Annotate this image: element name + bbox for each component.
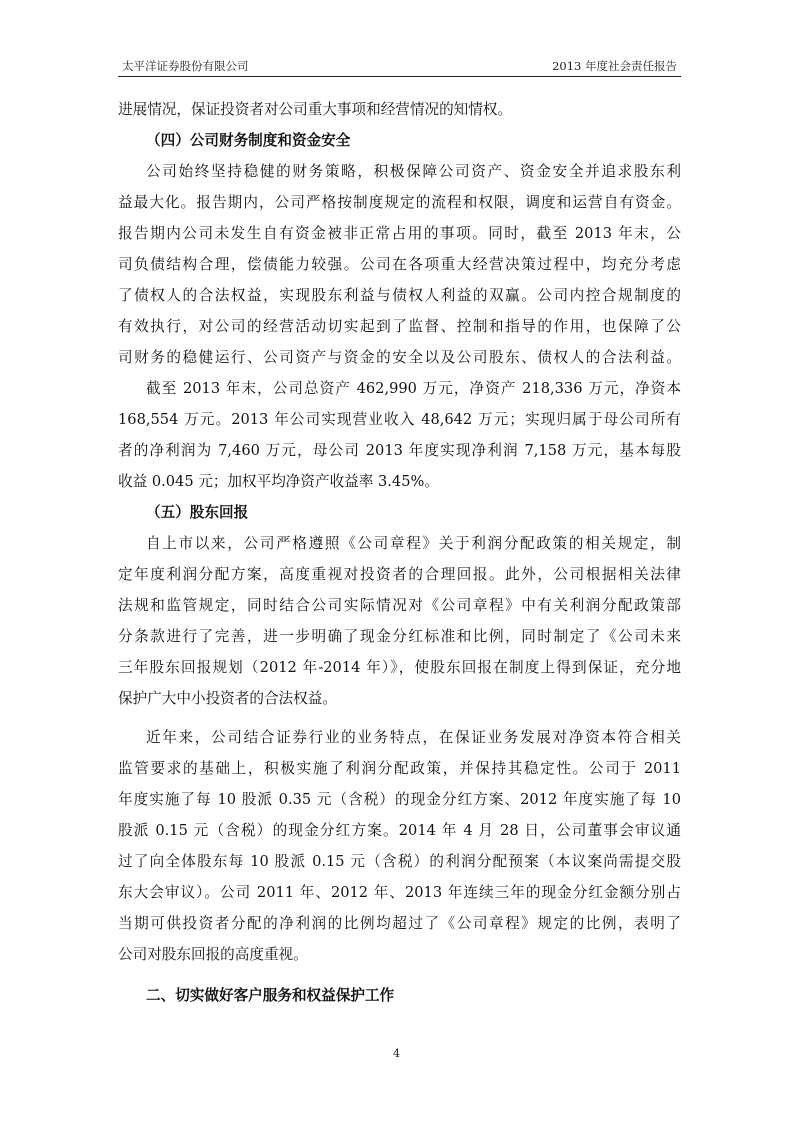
paragraph-line: 截至 2013 年末，公司总资产 462,990 万元，净资产 218,336 万元，净资本: [146, 380, 681, 397]
paragraph-line: 者的净利润为 7,460 万元，母公司 2013 年度实现净利润 7,158 万元，基本每股: [118, 442, 681, 459]
page-header: [118, 56, 681, 77]
paragraph-gap: [118, 714, 681, 722]
paragraph-finance-policy: [118, 156, 681, 373]
header-company: 太平洋证券股份有限公司: [122, 59, 249, 73]
paragraph-line: 定年度利润分配方案，高度重视对投资者的合理回报。此外，公司根据相关法律: [118, 566, 681, 583]
paragraph-dividend-history: [118, 722, 681, 970]
paragraph-line: 自上市以来，公司严格遵照《公司章程》关于利润分配政策的相关规定，制: [146, 535, 681, 552]
paragraph-line: 168,554 万元。2013 年公司实现营业收入 48,642 万元；实现归属于母公司所有: [118, 411, 681, 428]
paragraph-gap: [118, 970, 681, 980]
paragraph-line: 保护广大中小投资者的合法权益。: [118, 690, 337, 707]
chapter-heading-customer-service: 二、切实做好客户服务和权益保护工作: [146, 987, 395, 1004]
paragraph-line: 司财务的稳健运行、公司资产与资金的安全以及公司股东、债权人的合法利益。: [118, 349, 681, 366]
page-number: 4: [393, 1047, 400, 1060]
paragraph-line: 法规和监管规定，同时结合公司实际情况对《公司章程》中有关利润分配政策部: [118, 597, 681, 614]
paragraph-shareholder-policy: [118, 528, 681, 714]
continuation-line: 进展情况，保证投资者对公司重大事项和经营情况的知情权。: [118, 101, 513, 118]
paragraph-line: 三年股东回报规划（2012 年-2014 年）》，使股东回报在制度上得到保证，充分地: [118, 659, 681, 676]
document-body: [118, 94, 681, 1011]
paragraph-line: 东大会审议）。公司 2011 年、2012 年、2013 年连续三年的现金分红金额分别占: [118, 884, 681, 901]
paragraph-line: 有效执行，对公司的经营活动切实起到了监督、控制和指导的作用，也保障了公: [118, 318, 681, 335]
section-heading-shareholder-return: （五）股东回报: [146, 504, 249, 521]
paragraph-line: 近年来，公司结合证券行业的业务特点，在保证业务发展对净资本符合相关: [146, 729, 681, 746]
section-heading-finance: （四）公司财务制度和资金安全: [146, 132, 351, 149]
paragraph-line: 益最大化。报告期内，公司严格按制度规定的流程和权限，调度和运营自有资金。: [118, 194, 681, 211]
paragraph-line: 年度实施了每 10 股派 0.35 元（含税）的现金分红方案、2012 年度实施了每 10: [118, 791, 681, 808]
paragraph-financial-figures: [118, 373, 681, 497]
paragraph-line: 公司始终坚持稳健的财务策略，积极保障公司资产、资金安全并追求股东利: [146, 163, 681, 180]
paragraph-line: 过了向全体股东每 10 股派 0.15 元（含税）的利润分配预案（本议案尚需提交股: [118, 853, 681, 870]
paragraph-line: 分条款进行了完善，进一步明确了现金分红标准和比例，同时制定了《公司未来: [118, 628, 681, 645]
paragraph-line: 监管要求的基础上，积极实施了利润分配政策，并保持其稳定性。公司于 2011: [118, 760, 681, 777]
paragraph-line: 收益 0.045 元；加权平均净资产收益率 3.45%。: [118, 473, 439, 490]
paragraph-line: 公司对股东回报的高度重视。: [118, 946, 308, 963]
paragraph-line: 股派 0.15 元（含税）的现金分红方案。2014 年 4 月 28 日，公司董事会审议通: [118, 822, 681, 839]
paragraph-line: 当期可供投资者分配的净利润的比例均超过了《公司章程》规定的比例，表明了: [118, 915, 681, 932]
paragraph-line: 司负债结构合理，偿债能力较强。公司在各项重大经营决策过程中，均充分考虑: [118, 256, 681, 273]
header-report-title: 2013 年度社会责任报告: [552, 59, 677, 73]
paragraph-line: 报告期内公司未发生自有资金被非正常占用的事项。同时，截至 2013 年末，公: [118, 225, 681, 242]
paragraph-line: 了债权人的合法权益，实现股东利益与债权人利益的双赢。公司内控合规制度的: [118, 287, 681, 304]
